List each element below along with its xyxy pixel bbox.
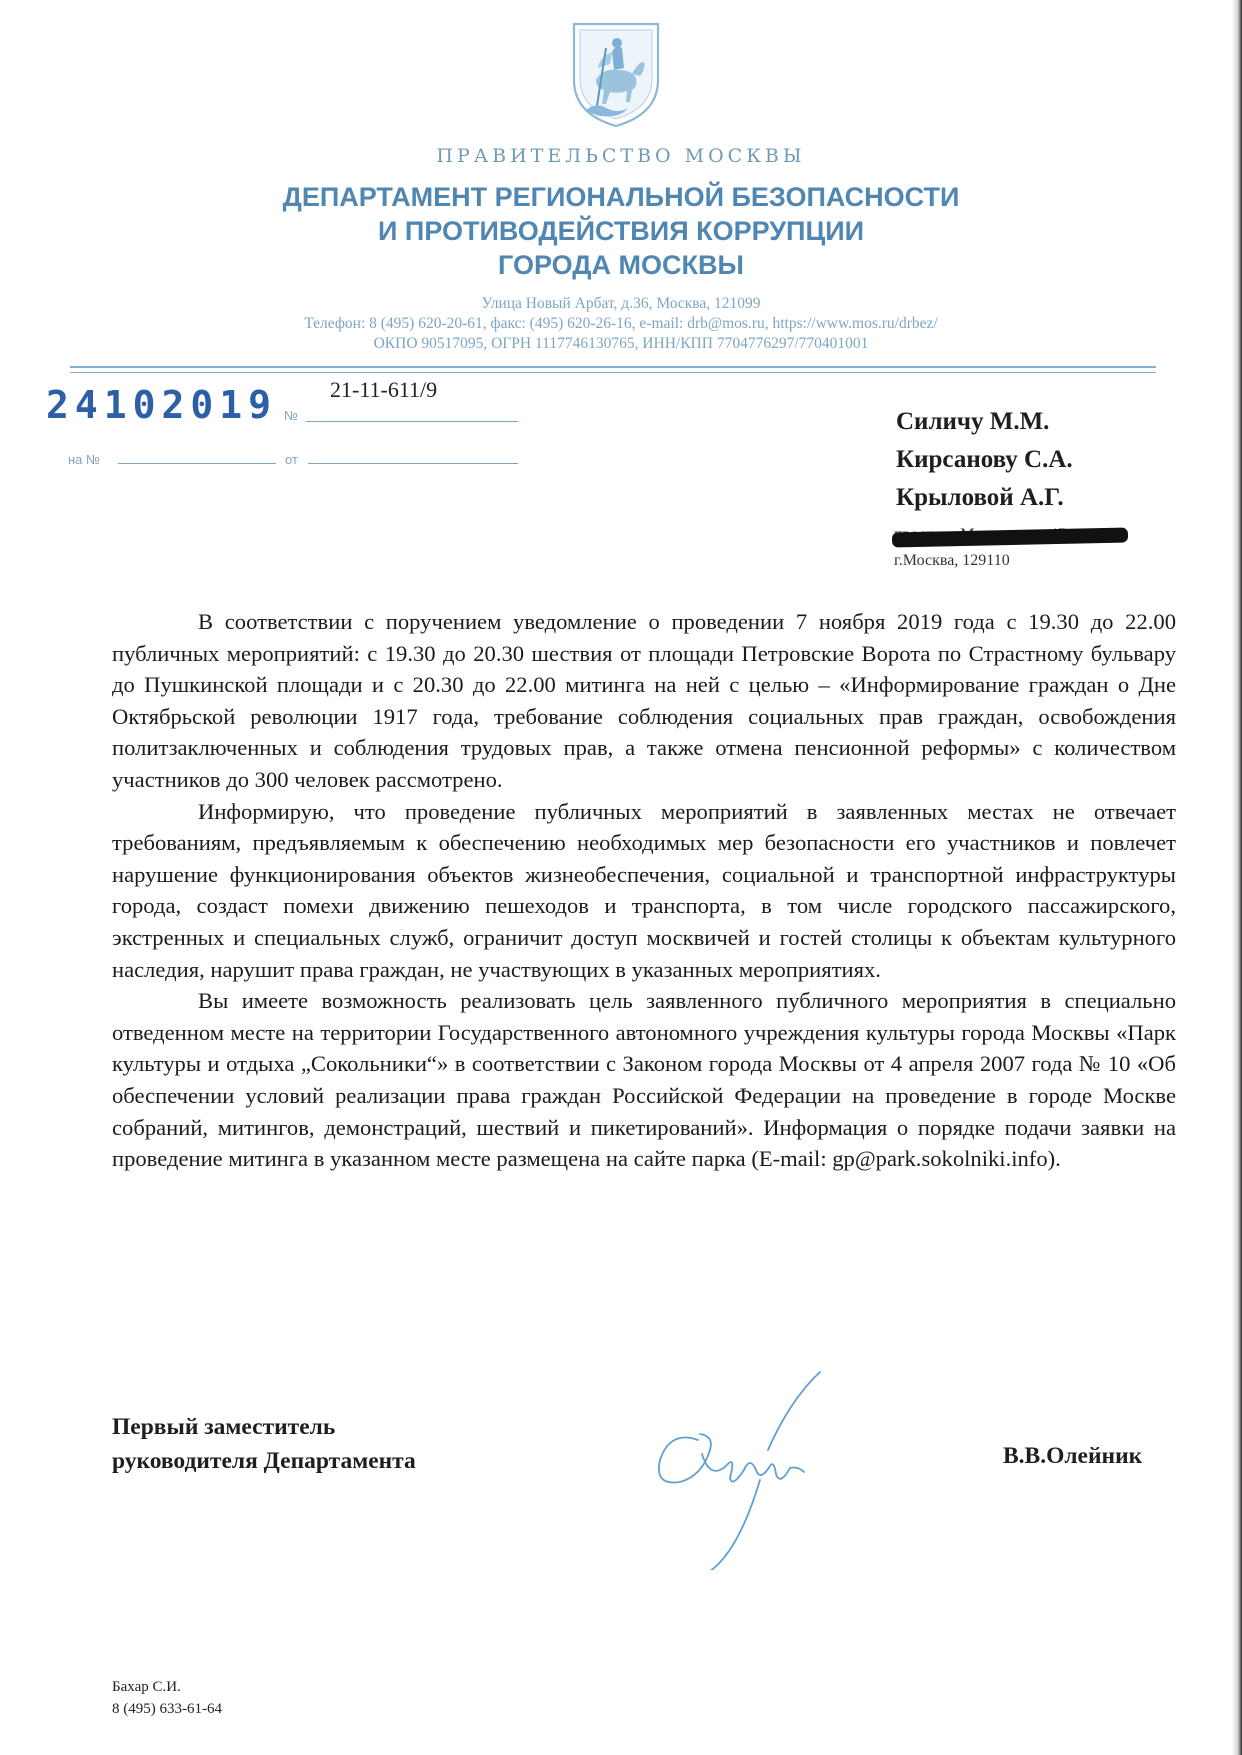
body-paragraph: В соответствии с поручением уведомление о проведении 7 ноября 2019 года с 19.30 до 22.00 публичных мероприятий: с 19.30 до 20.30 шествия от площади Петровские Ворота по Страстному бульвару до Пушкинской площади и с 20.30 до 22.00 митинга на ней с целью – «Информирование граждан о Дне Октябрьской революции 1917 года, требование соблюдения социальных прав граждан, освобождения политзаключенных и соблюдения трудовых прав, а также отмена пенсионной реформы» с количеством участников до 300 человек рассмотрено. bbox=[112, 609, 1176, 792]
department-name-line-2: И ПРОТИВОДЕЙСТВИЯ КОРРУПЦИИ bbox=[378, 216, 864, 246]
recipient-name: Силичу М.М. bbox=[896, 408, 1050, 435]
department-requisites: ОКПО 90517095, ОГРН 1117746130765, ИНН/КПП 7704776297/770401001 bbox=[373, 335, 869, 352]
signatory-title-line-1: Первый заместитель bbox=[112, 1414, 336, 1440]
moscow-coat-of-arms-icon bbox=[566, 18, 666, 130]
registration-number-label: № bbox=[284, 408, 298, 423]
reference-number-line bbox=[118, 463, 276, 464]
body-paragraph: Вы имеете возможность реализовать цель заявленного публичного мероприятия в специально отведенном месте на территории Государственного автономного учреждения культуры города Москвы «Парк культуры и отдыха „Сокольники“» в соответствии с Законом города Москвы от 4 апреля 2007 года № 10 «Об обеспечении условий реализации права граждан Российской Федерации на проведение в городе Москве собраний, митингов, демонстраций, шествий и пикетирований». Информация о порядке подачи заявки на проведение митинга в указанном месте размещена на сайте парка (E-mail: gp@park.sokolniki.info). bbox=[112, 988, 1176, 1172]
letter-body bbox=[112, 606, 1176, 1175]
recipient-city: г.Москва, 129110 bbox=[894, 552, 1010, 569]
registration-number-line bbox=[306, 421, 518, 422]
reference-date-label: от bbox=[285, 452, 298, 467]
reference-number-label: на № bbox=[68, 452, 100, 467]
registration-number: 21-11-611/9 bbox=[330, 377, 438, 402]
handwritten-signature bbox=[640, 1370, 870, 1570]
executor-info bbox=[112, 1676, 222, 1720]
department-name-line-3: ГОРОДА МОСКВЫ bbox=[498, 250, 744, 280]
department-contacts: Телефон: 8 (495) 620-20-61, факс: (495) 620-26-16, e-mail: drb@mos.ru, https://www.mos.ru/drbez/ bbox=[304, 315, 938, 332]
letterhead-divider-thin bbox=[70, 372, 1156, 373]
body-paragraph: Информирую, что проведение публичных мероприятий в заявленных местах не отвечает требованиям, предъявляемым к обеспечению необходимых мер безопасности его участников и повлечет нарушение функционирования объектов жизнеобеспечения, социальной и транспортной инфраструктуры города, создаст помехи движению пешеходов и транспорта, в том числе городского пассажирского, экстренных и специальных служб, ограничит доступ москвичей и гостей столицы к объектам культурного наследия, нарушит права граждан, не участвующих в указанных мероприятиях. bbox=[112, 798, 1176, 982]
executor-phone: 8 (495) 633-61-64 bbox=[112, 1701, 222, 1717]
signatory-name: В.В.Олейник bbox=[1003, 1443, 1143, 1469]
signatory-title-line-2: руководителя Департамента bbox=[112, 1448, 416, 1474]
letterhead-divider bbox=[70, 366, 1156, 368]
signatory-title bbox=[112, 1410, 416, 1478]
reference-date-line bbox=[308, 463, 518, 464]
executor-name: Бахар С.И. bbox=[112, 1679, 181, 1695]
government-title: ПРАВИТЕЛЬСТВО МОСКВЫ bbox=[436, 145, 806, 167]
recipient-street-redacted bbox=[894, 526, 1144, 548]
recipients-block bbox=[896, 403, 1073, 517]
department-name bbox=[0, 180, 1242, 282]
recipient-name: Кирсанову С.А. bbox=[896, 446, 1073, 473]
registration-date-stamp: 24102019 bbox=[46, 383, 278, 427]
department-address: Улица Новый Арбат, д.36, Москва, 121099 bbox=[481, 295, 761, 312]
recipient-name: Крыловой А.Г. bbox=[896, 484, 1064, 511]
letterhead-contacts bbox=[0, 294, 1242, 354]
department-name-line-1: ДЕПАРТАМЕНТ РЕГИОНАЛЬНОЙ БЕЗОПАСНОСТИ bbox=[282, 182, 960, 212]
